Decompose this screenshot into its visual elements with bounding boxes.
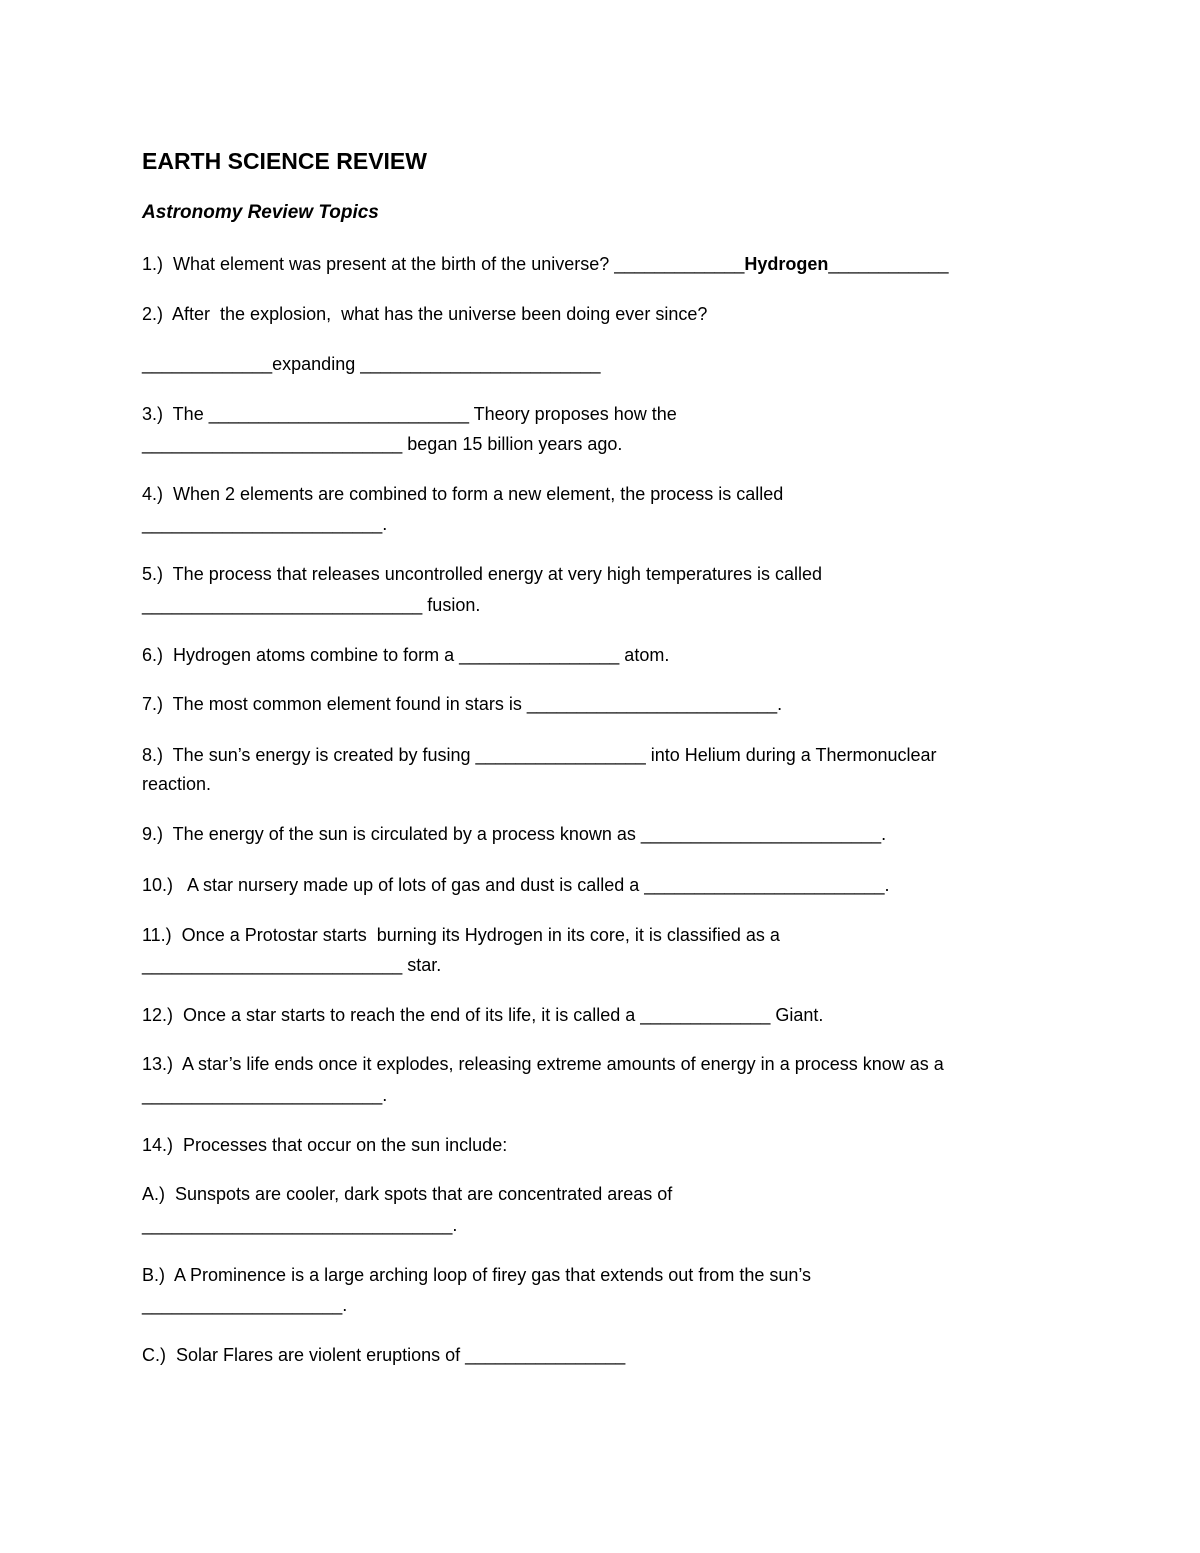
question-11-line-1: 11.) Once a Protostar starts burning its Hydrogen in its core, it is classified as a [142, 925, 780, 945]
question-2-line-1: 2.) After the explosion, what has the universe been doing ever since? [142, 304, 708, 324]
question-10: 10.) A star nursery made up of lots of gas and dust is called a ________________________. [142, 875, 890, 895]
question-3-line-2: __________________________ began 15 billion years ago. [142, 434, 623, 454]
question-14b-line-1: B.) A Prominence is a large arching loop of firey gas that extends out from the sun’s [142, 1265, 812, 1285]
question-4-line-1: 4.) When 2 elements are combined to form a new element, the process is called [142, 484, 784, 504]
question-12: 12.) Once a star starts to reach the end of its life, it is called a _____________ Giant. [142, 1005, 824, 1025]
question-4-line-2: ________________________. [142, 514, 388, 534]
question-9: 9.) The energy of the sun is circulated by a process known as ________________________. [142, 824, 887, 844]
question-14: 14.) Processes that occur on the sun include: [142, 1135, 508, 1155]
question-5-line-2: ____________________________ fusion. [142, 595, 481, 615]
question-6: 6.) Hydrogen atoms combine to form a ________________ atom. [142, 645, 670, 665]
page-title: EARTH SCIENCE REVIEW [142, 148, 427, 174]
question-14a-line-1: A.) Sunspots are cooler, dark spots that are concentrated areas of [142, 1184, 673, 1204]
question-2-line-2: _____________expanding ________________________ [142, 354, 601, 374]
question-13-line-1: 13.) A star’s life ends once it explodes, releasing extreme amounts of energy in a process know as a [142, 1054, 944, 1074]
question-13-line-2: ________________________. [142, 1085, 388, 1105]
question-1-tail: ____________ [828, 254, 949, 274]
question-7: 7.) The most common element found in stars is _________________________. [142, 694, 783, 714]
question-1-answer: Hydrogen [744, 254, 829, 274]
question-1 [142, 253, 949, 275]
question-11-line-2: __________________________ star. [142, 955, 442, 975]
question-1-text: 1.) What element was present at the birth of the universe? _____________ [142, 254, 745, 274]
question-14b-line-2: ____________________. [142, 1295, 348, 1315]
question-8-line-2: reaction. [142, 774, 212, 794]
question-5-line-1: 5.) The process that releases uncontrolled energy at very high temperatures is called [142, 564, 823, 584]
section-subtitle: Astronomy Review Topics [142, 202, 379, 223]
question-3-line-1: 3.) The __________________________ Theory proposes how the [142, 404, 677, 424]
question-14c: C.) Solar Flares are violent eruptions of ________________ [142, 1345, 626, 1365]
question-8-line-1: 8.) The sun’s energy is created by fusing _________________ into Helium during a Thermonuclear [142, 745, 937, 765]
question-14a-line-2: _______________________________. [142, 1215, 458, 1235]
